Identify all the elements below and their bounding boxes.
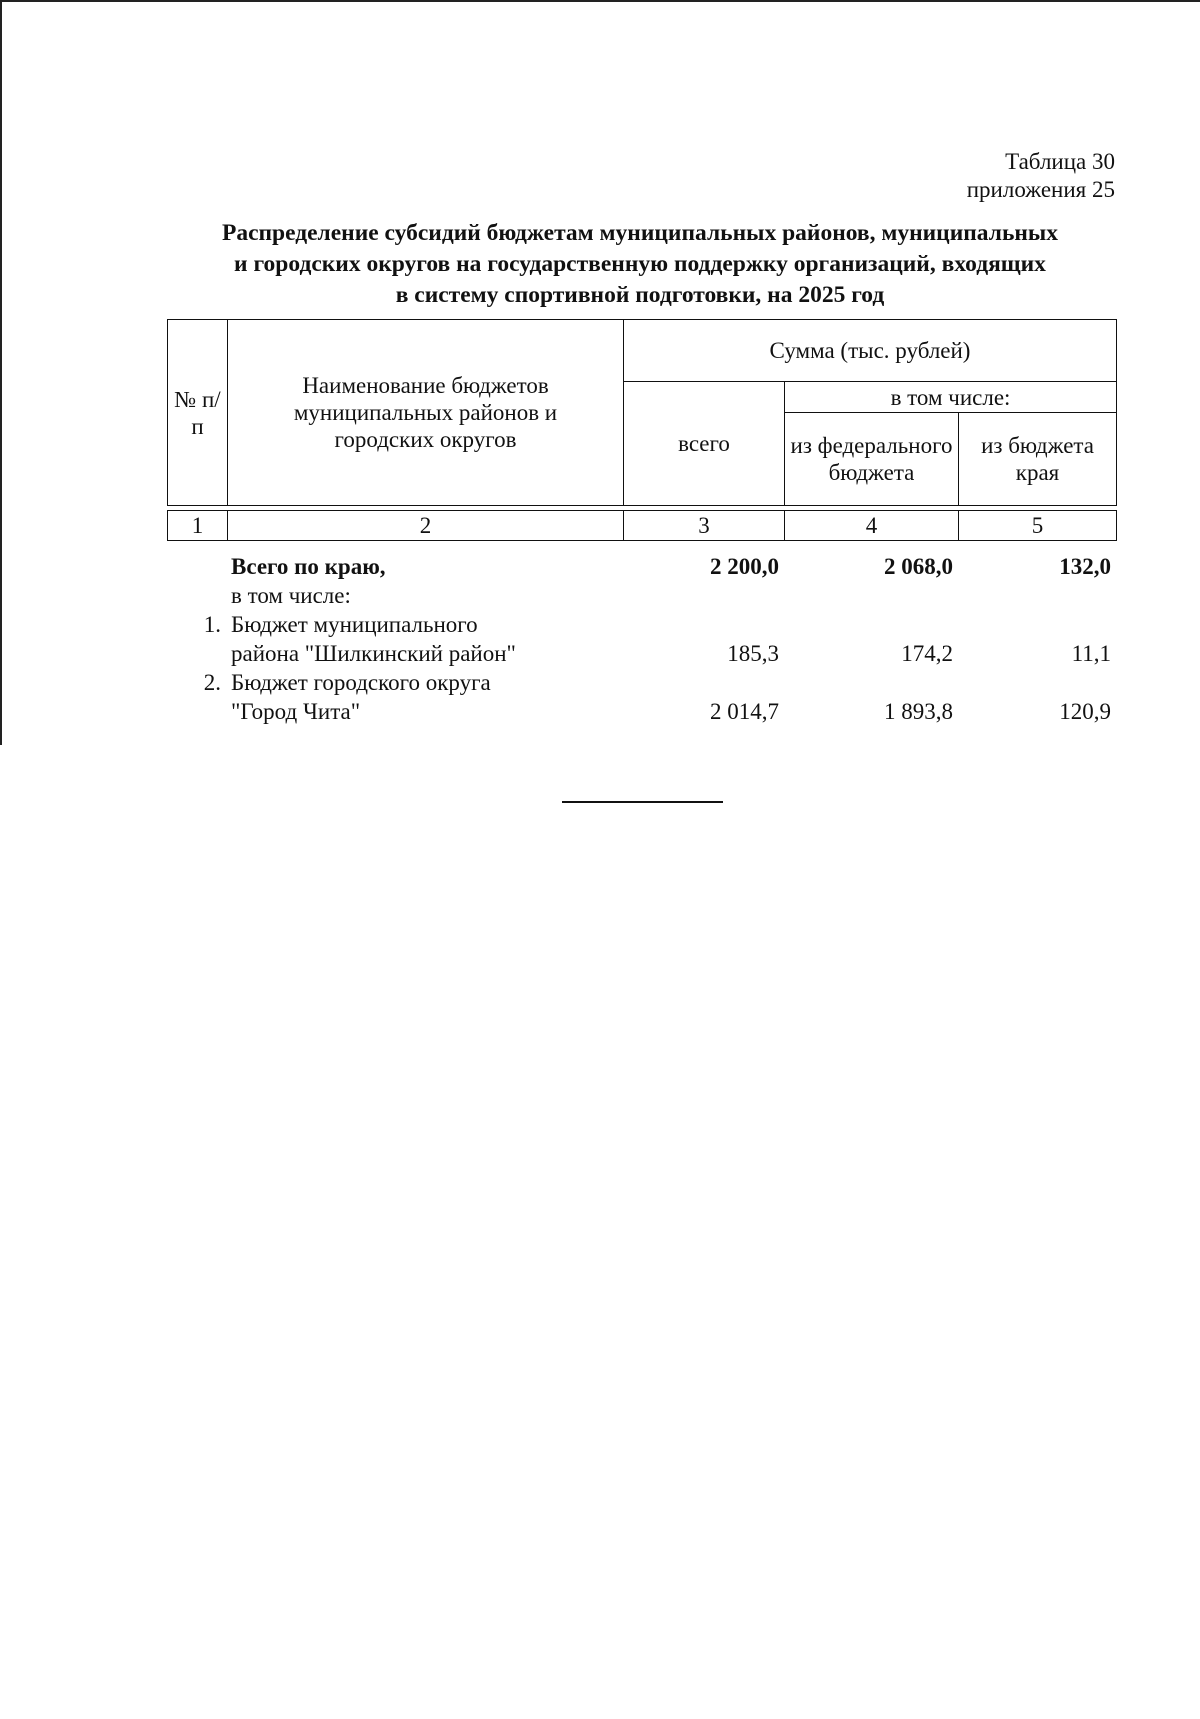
- total-row-federal: 2 068,0: [884, 554, 953, 579]
- header-including-label: в том числе:: [890, 384, 1011, 410]
- col-number-5: 5: [959, 511, 1117, 541]
- title-line-3: в систему спортивной подготовки, на 2025 год: [395, 282, 885, 308]
- including-row-blank-4: [784, 581, 958, 610]
- including-row: [167, 581, 1116, 610]
- header-col-name: [228, 320, 624, 506]
- scan-edge-top: [0, 0, 1200, 2]
- including-row-blank-3: [623, 581, 784, 610]
- row-index: 2.: [203, 670, 221, 695]
- row-regional: 11,1: [1071, 641, 1111, 666]
- document-title: [160, 218, 1120, 311]
- header-col-federal: [785, 413, 959, 506]
- header-including: [785, 382, 1117, 413]
- header-sum-group: [624, 320, 1117, 382]
- row-name-line-2: "Город Чита": [231, 699, 361, 724]
- including-label: в том числе:: [231, 583, 351, 608]
- scan-edge-left: [0, 0, 2, 745]
- including-row-blank-5: [958, 581, 1116, 610]
- row-name: [227, 610, 623, 668]
- table-header: [167, 319, 1117, 541]
- table-row: [167, 668, 1116, 726]
- total-row-regional: 132,0: [1059, 554, 1111, 579]
- header-col-total: [624, 382, 785, 506]
- total-row-index: [167, 552, 227, 581]
- header-col-number-label: № п/п: [174, 386, 221, 439]
- data-table: [167, 552, 1116, 726]
- header-col-regional-label: из бюджета края: [981, 433, 1094, 485]
- table-number: Таблица 30: [1005, 149, 1115, 174]
- total-row-label: Всего по краю,: [231, 554, 386, 579]
- header-sum-group-label: Сумма (тыс. рублей): [769, 338, 971, 363]
- total-row: [167, 552, 1116, 581]
- table-row: [167, 610, 1116, 668]
- header-col-total-label: всего: [678, 431, 730, 456]
- appendix-number: приложения 25: [966, 177, 1115, 202]
- header-col-number: [168, 320, 228, 506]
- row-index: 1.: [203, 612, 221, 637]
- closing-rule: [562, 801, 723, 803]
- row-federal: 174,2: [901, 641, 953, 666]
- row-name-line-1: Бюджет городского округа: [231, 670, 491, 695]
- row-federal: 1 893,8: [884, 699, 953, 724]
- row-total: 2 014,7: [710, 699, 779, 724]
- row-name: [227, 668, 623, 726]
- header-col-regional: [959, 413, 1117, 506]
- col-number-3: 3: [624, 511, 785, 541]
- table-reference: [967, 148, 1115, 204]
- col-number-4: 4: [785, 511, 959, 541]
- row-total: 185,3: [727, 641, 779, 666]
- col-number-2: 2: [228, 511, 624, 541]
- title-line-2: и городских округов на государственную поддержку организаций, входящих: [234, 251, 1046, 277]
- row-regional: 120,9: [1059, 699, 1111, 724]
- header-col-name-label: Наименование бюджетов муниципальных районов и городских округов: [293, 373, 558, 452]
- title-line-1: Распределение субсидий бюджетам муниципальных районов, муниципальных: [221, 220, 1059, 246]
- header-col-federal-label: из федерального бюджета: [790, 433, 953, 485]
- row-name-line-2: района "Шилкинский район": [231, 641, 516, 666]
- row-name-line-1: Бюджет муниципального: [231, 612, 478, 637]
- total-row-total: 2 200,0: [710, 554, 779, 579]
- including-row-index: [167, 581, 227, 610]
- col-number-1: 1: [168, 511, 228, 541]
